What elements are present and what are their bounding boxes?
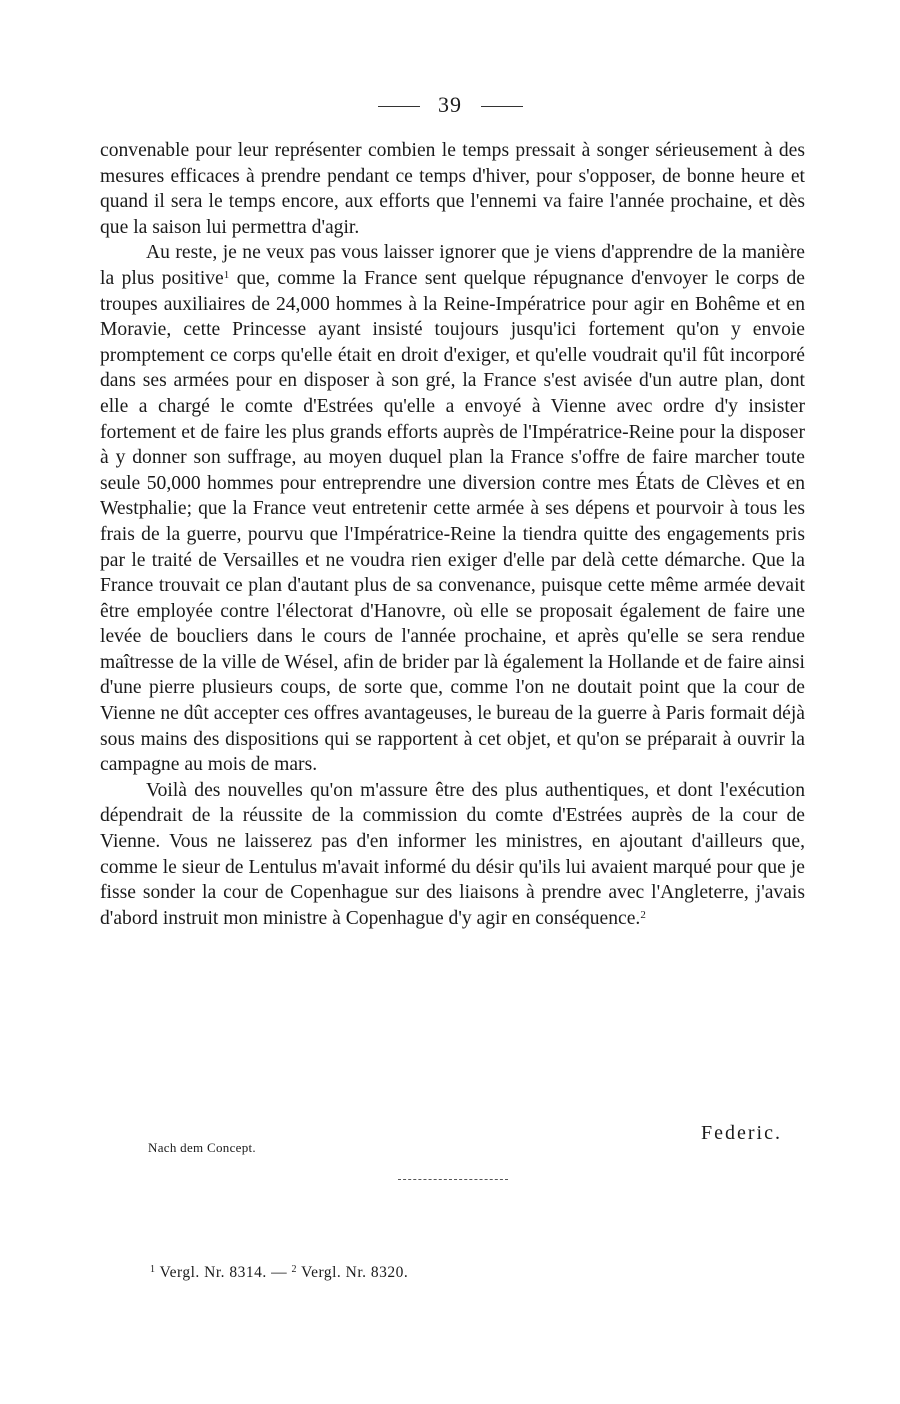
footnote-separator bbox=[398, 1179, 508, 1180]
page-number: 39 bbox=[438, 92, 462, 117]
letter-body bbox=[100, 138, 805, 931]
paragraph-2 bbox=[100, 240, 805, 777]
paragraph-2-start: Au reste, je ne veux pas vous laisser ignorer que je viens d'apprendre de la manière la plus positive bbox=[100, 242, 805, 289]
signature: Federic. bbox=[701, 1122, 782, 1144]
paragraph-2-rest: que, comme la France sent quelque répugnance d'envoyer le corps de troupes auxiliaires de 24,000 hommes à la Reine-Impératrice pour agir en Bohême et en Moravie, cette Princesse ayant insisté toujours jusqu'ici fortement qu'on y envoie promptement ce corps qu'elle était en droit d'exiger, et qu'elle voudrait qu'il fût incorporé dans ses armées pour en disposer à son gré, la France s'est avisée d'un autre plan, dont elle a chargé le comte d'Estrées qu'elle a envoyé à Vienne avec ordre d'y insister fortement et de faire les plus grands efforts auprès de l'Impératrice-Reine pour la disposer à y donner son suffrage, au moyen duquel plan la France s'offre de faire marcher toute seule 50,000 hommes pour entreprendre une diversion contre mes États de Clèves et en Westphalie; que la France veut entretenir cette armée à ses dépens et pourvoir à tous les frais de la guerre, pourvu que l'Impératrice-Reine la tiendra quitte des engagements pris par le traité de Versailles et ne voudra rien exiger d'elle par delà cette démarche. Que la France trouvait ce plan d'autant plus de sa convenance, puisque cette même armée devait être employée contre l'électorat d'Hanovre, où elle se proposait également de faire une levée de boucliers dans le cours de l'année prochaine, et après qu'elle se sera rendue maîtresse de la ville de Wésel, afin de brider par là également la Hollande et de faire ainsi d'une pierre plusieurs coups, de sorte que, comme l'on ne doutait point que la cour de Vienne ne dût accepter ces offres avantageuses, le bureau de la guerre à Paris formait déjà sous mains des dispositions qui se rapportent à cet objet, et qu'on se préparait à ouvrir la campagne au mois de mars. bbox=[100, 267, 805, 776]
paragraph-1: convenable pour leur représenter combien le temps pressait à songer sérieusement à des mesures efficaces à prendre pendant ce temps d'hiver, pour s'opposer, de bonne heure et quand il sera le temps encore, aux efforts que l'ennemi va faire l'année prochaine, et dès que la saison lui permettra d'agir. bbox=[100, 140, 805, 238]
footnote-text-1: Vergl. Nr. 8314. — bbox=[159, 1264, 288, 1281]
footnote-ref-1: 1 bbox=[223, 268, 230, 281]
header-dash-right bbox=[481, 106, 523, 107]
page-header bbox=[0, 92, 900, 118]
source-note: Nach dem Concept. bbox=[148, 1140, 256, 1155]
header-dash-left bbox=[378, 106, 420, 107]
paragraph-3-text: Voilà des nouvelles qu'on m'assure être des plus authentiques, et dont l'exécution dépendrait de la réussite de la commission du comte d'Estrées auprès de la cour de Vienne. Vous ne laisserez pas d'en informer les ministres, en ajoutant d'ailleurs que, comme le sieur de Lentulus m'avait informé du désir qu'ils lui avaient marqué pour que je fisse sonder la cour de Copenhague sur des liaisons à prendre avec l'Angleterre, j'avais d'abord instruit mon ministre à Copenhague d'y agir en conséquence. bbox=[100, 779, 805, 929]
footnotes bbox=[150, 1264, 408, 1282]
footnote-marker-1: 1 bbox=[150, 1264, 156, 1275]
footnote-ref-2: 2 bbox=[640, 908, 646, 921]
paragraph-3 bbox=[100, 778, 805, 932]
footnote-marker-2: 2 bbox=[291, 1264, 298, 1275]
footnote-text-2: Vergl. Nr. 8320. bbox=[301, 1264, 409, 1281]
